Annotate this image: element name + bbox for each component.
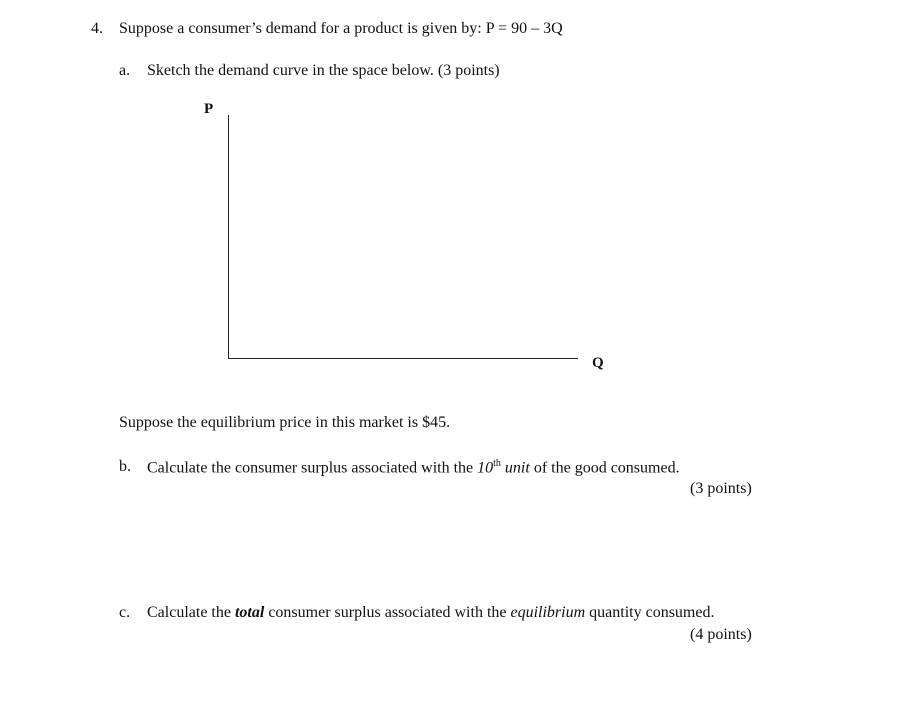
part-a-text: Sketch the demand curve in the space below. (3 points) — [147, 62, 500, 79]
part-c-text — [147, 604, 714, 622]
y-axis-line — [228, 115, 229, 359]
part-b-letter: b. — [119, 458, 131, 475]
part-b-italic-word: unit — [500, 459, 530, 477]
part-b-text-before: Calculate the consumer surplus associated with the — [147, 459, 478, 477]
part-c-text-3: quantity consumed. — [585, 604, 715, 621]
x-axis-label: Q — [592, 355, 604, 371]
part-a-letter: a. — [119, 62, 131, 79]
x-axis-line — [228, 358, 578, 359]
question-number: 4. — [91, 20, 103, 37]
part-c-letter: c. — [119, 604, 131, 621]
part-c-bold-italic: total — [234, 604, 265, 621]
part-b-text-after: of the good consumed. — [529, 459, 680, 477]
part-b-italic-num: 10 — [477, 459, 494, 477]
question-text: Suppose a consumer’s demand for a product is given by: P = 90 – 3Q — [119, 20, 563, 37]
part-b-points: (3 points) — [690, 480, 752, 497]
equilibrium-statement: Suppose the equilibrium price in this market is $45. — [119, 414, 451, 431]
y-axis-label: P — [204, 101, 214, 117]
part-b-sup: th — [493, 458, 501, 469]
part-c-italic: equilibrium — [510, 604, 586, 621]
part-c-points: (4 points) — [690, 626, 752, 643]
part-c-text-2: consumer surplus associated with the — [264, 604, 511, 621]
part-c-text-1: Calculate the — [147, 604, 235, 621]
part-b-text — [147, 458, 680, 477]
